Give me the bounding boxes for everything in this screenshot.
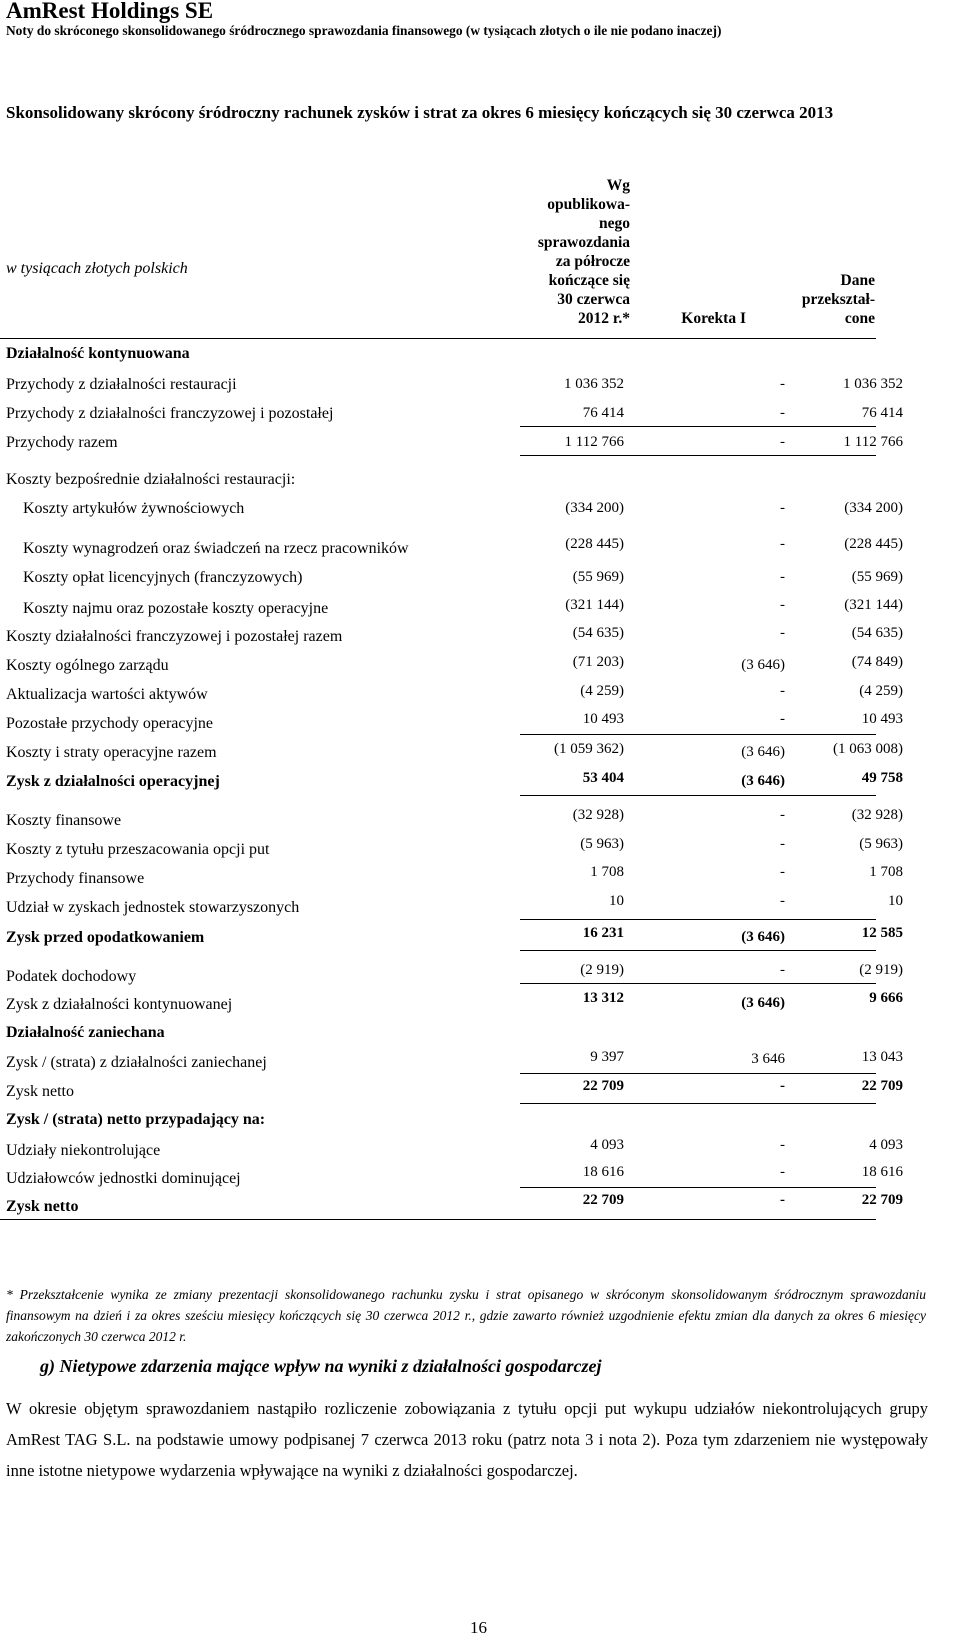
row-label: Koszty wynagrodzeń oraz świadczeń na rzecz pracowników <box>23 540 409 557</box>
row-label: Koszty i straty operacyjne razem <box>6 744 217 761</box>
value-restated: 18 616 <box>861 1164 903 1180</box>
value-restated: (54 635) <box>851 625 903 641</box>
value-correction: - <box>780 536 785 552</box>
value-correction: - <box>780 1164 785 1180</box>
row-label: Udziałowców jednostki dominującej <box>6 1170 241 1187</box>
table-row <box>0 1049 960 1073</box>
value-correction: 3 646 <box>751 1051 785 1067</box>
value-published: (32 928) <box>572 807 624 823</box>
value-published: (321 144) <box>565 597 624 613</box>
table-row <box>0 925 960 949</box>
value-correction: - <box>780 864 785 880</box>
table-row <box>0 864 960 888</box>
value-restated: 1 036 352 <box>843 376 903 392</box>
document-subtitle: Noty do skróconego skonsolidowanego śródrocznego sprawozdania finansowego (w tysiącach złotych o ile nie podano inaczej) <box>6 23 722 38</box>
statement-title: Skonsolidowany skrócony śródroczny rachunek zysków i strat za okres 6 miesięcy kończących się 30 czerwca 2013 <box>6 103 834 122</box>
value-published: 1 112 766 <box>564 434 624 450</box>
value-restated: 12 585 <box>861 925 903 941</box>
value-published: 22 709 <box>582 1078 624 1094</box>
row-label: Pozostałe przychody operacyjne <box>6 715 214 732</box>
value-published: 1 036 352 <box>564 376 624 392</box>
row-label: Koszty działalności franczyzowej i pozostałej razem <box>6 628 343 645</box>
column-header-correction: Korekta I <box>681 310 746 327</box>
value-published: 13 312 <box>582 990 624 1006</box>
value-restated: 10 <box>888 893 903 909</box>
value-restated: (334 200) <box>844 500 903 516</box>
table-row <box>0 569 960 593</box>
row-label: Zysk netto <box>6 1198 79 1215</box>
value-restated: 49 758 <box>861 770 903 786</box>
table-row <box>0 990 960 1014</box>
row-label: Przychody razem <box>6 434 118 451</box>
value-correction: - <box>780 597 785 613</box>
row-label: Koszty bezpośrednie działalności restauracji: <box>6 471 296 488</box>
subtotal-rule <box>520 734 876 735</box>
value-published: (55 969) <box>572 569 624 585</box>
value-restated: 10 493 <box>861 711 903 727</box>
value-published: (54 635) <box>572 625 624 641</box>
row-label: Koszty artykułów żywnościowych <box>23 500 245 517</box>
value-correction: - <box>780 1137 785 1153</box>
section-paragraph: W okresie objętym sprawozdaniem nastąpiło rozliczenie zobowiązania z tytułu opcji put wykupu udziałów niekontrolujących grupy AmRest TAG S.L. na podstawie umowy podpisanej 7 czerwca 2013 roku (patrz nota 3 i nota 2). Poza tym zdarzeniem nie występowały inne istotne nietypowe wydarzenia wpływające na wyniki z działalności gospodarczej. <box>6 1399 928 1480</box>
table-row <box>0 345 960 369</box>
table-row <box>0 1078 960 1102</box>
value-published: 10 <box>609 893 624 909</box>
value-published: (5 963) <box>580 836 624 852</box>
row-label: Przychody z działalności restauracji <box>6 376 237 393</box>
value-restated: (321 144) <box>844 597 903 613</box>
row-label: Zysk z działalności kontynuowanej <box>6 996 233 1013</box>
value-published: (1 059 362) <box>554 741 624 757</box>
value-correction: - <box>780 683 785 699</box>
subtotal-rule <box>520 1073 876 1074</box>
page-number: 16 <box>470 1618 487 1637</box>
value-published: 22 709 <box>582 1192 624 1208</box>
row-label: Zysk netto <box>6 1083 74 1100</box>
unit-label: w tysiącach złotych polskich <box>6 260 188 277</box>
table-row <box>0 683 960 707</box>
row-label: Koszty opłat licencyjnych (franczyzowych) <box>23 569 303 586</box>
section-heading: g) Nietypowe zdarzenia mające wpływ na wyniki z działalności gospodarczej <box>40 1356 602 1376</box>
column-header-published: Wg opublikowa- nego sprawozdania za półrocze kończące się 30 czerwca 2012 r.* <box>537 177 630 327</box>
row-label: Koszty ogólnego zarządu <box>6 657 169 674</box>
value-published: (71 203) <box>572 654 624 670</box>
value-restated: 4 093 <box>869 1137 903 1153</box>
value-restated: (32 928) <box>851 807 903 823</box>
value-published: (334 200) <box>565 500 624 516</box>
value-correction: (3 646) <box>741 744 785 760</box>
value-correction: - <box>780 405 785 421</box>
value-correction: - <box>780 807 785 823</box>
table-row <box>0 625 960 649</box>
subtotal-rule <box>520 795 876 796</box>
table-row <box>0 770 960 794</box>
value-restated: 1 112 766 <box>843 434 903 450</box>
row-label: Koszty z tytułu przeszacowania opcji put <box>6 841 270 858</box>
table-row <box>0 1137 960 1161</box>
value-published: (4 259) <box>580 683 624 699</box>
row-label: Aktualizacja wartości aktywów <box>6 686 208 703</box>
table-row <box>0 376 960 400</box>
table-row <box>0 536 960 560</box>
value-published: 10 493 <box>582 711 624 727</box>
row-label: Koszty najmu oraz pozostałe koszty operacyjne <box>23 600 329 617</box>
value-published: 1 708 <box>590 864 624 880</box>
value-published: 76 414 <box>582 405 624 421</box>
row-label: Działalność kontynuowana <box>6 345 190 362</box>
header-rule <box>0 338 876 339</box>
value-published: 53 404 <box>582 770 624 786</box>
subtotal-rule <box>520 455 876 456</box>
row-label: Przychody z działalności franczyzowej i pozostałej <box>6 405 334 422</box>
row-label: Zysk przed opodatkowaniem <box>6 929 205 946</box>
value-correction: - <box>780 434 785 450</box>
table-row <box>0 1192 960 1216</box>
value-correction: (3 646) <box>741 995 785 1011</box>
table-row <box>0 836 960 860</box>
value-restated: (74 849) <box>851 654 903 670</box>
subtotal-rule <box>520 983 876 984</box>
value-correction: - <box>780 376 785 392</box>
value-restated: (1 063 008) <box>833 741 903 757</box>
value-restated: (5 963) <box>859 836 903 852</box>
row-label: Koszty finansowe <box>6 812 122 829</box>
table-row <box>0 893 960 917</box>
value-restated: 22 709 <box>861 1078 903 1094</box>
row-label: Podatek dochodowy <box>6 968 137 985</box>
value-restated: (2 919) <box>859 962 903 978</box>
row-label: Zysk / (strata) netto przypadający na: <box>6 1111 266 1128</box>
value-restated: (4 259) <box>859 683 903 699</box>
row-label: Przychody finansowe <box>6 870 145 887</box>
subtotal-rule <box>520 919 876 920</box>
row-label: Zysk / (strata) z działalności zaniechanej <box>6 1054 267 1071</box>
value-published: 4 093 <box>590 1137 624 1153</box>
value-correction: - <box>780 625 785 641</box>
row-label: Udziały niekontrolujące <box>6 1142 161 1159</box>
subtotal-rule <box>520 1187 876 1188</box>
value-restated: 76 414 <box>861 405 903 421</box>
row-label: Działalność zaniechana <box>6 1024 165 1041</box>
value-correction: - <box>780 500 785 516</box>
table-row <box>0 807 960 831</box>
value-published: 9 397 <box>590 1049 624 1065</box>
value-published: (2 919) <box>580 962 624 978</box>
row-label: Zysk z działalności operacyjnej <box>6 773 220 790</box>
value-restated: (228 445) <box>844 536 903 552</box>
value-published: 18 616 <box>582 1164 624 1180</box>
table-row <box>0 1164 960 1188</box>
table-row <box>0 654 960 678</box>
value-correction: - <box>780 893 785 909</box>
value-restated: 22 709 <box>861 1192 903 1208</box>
subtotal-rule <box>520 1103 876 1104</box>
company-name: AmRest Holdings SE <box>6 0 214 23</box>
value-correction: (3 646) <box>741 929 785 945</box>
subtotal-rule <box>520 950 876 951</box>
value-correction: (3 646) <box>741 657 785 673</box>
table-row <box>0 1024 960 1048</box>
value-published: 16 231 <box>582 925 624 941</box>
table-row <box>0 471 960 495</box>
value-correction: - <box>780 711 785 727</box>
table-row <box>0 741 960 765</box>
value-correction: (3 646) <box>741 773 785 789</box>
table-row <box>0 711 960 735</box>
value-correction: - <box>780 1192 785 1208</box>
value-correction: - <box>780 1078 785 1094</box>
footnote: * Przekształcenie wynika ze zmiany prezentacji skonsolidowanego rachunku zysku i strat opisanego w skróconym skonsolidowanym śródrocznym sprawozdaniu finansowym na dzień i za okres sześciu miesięcy kończących się 30 czerwca 2012 r., gdzie zawarto również uzgodnienie efektu zmian dla danych za okres 6 miesięcy zakończonych 30 czerwca 2012 r. <box>6 1287 926 1344</box>
table-row <box>0 500 960 524</box>
value-correction: - <box>780 569 785 585</box>
value-restated: 13 043 <box>861 1049 903 1065</box>
table-row <box>0 597 960 621</box>
value-restated: (55 969) <box>851 569 903 585</box>
column-header-restated: Dane przekształ- cone <box>801 272 875 327</box>
value-restated: 1 708 <box>869 864 903 880</box>
table-bottom-rule <box>0 1219 876 1220</box>
value-correction: - <box>780 962 785 978</box>
subtotal-rule <box>520 426 876 427</box>
value-correction: - <box>780 836 785 852</box>
row-label: Udział w zyskach jednostek stowarzyszonych <box>6 899 300 916</box>
value-published: (228 445) <box>565 536 624 552</box>
value-restated: 9 666 <box>869 990 903 1006</box>
table-row <box>0 1111 960 1135</box>
